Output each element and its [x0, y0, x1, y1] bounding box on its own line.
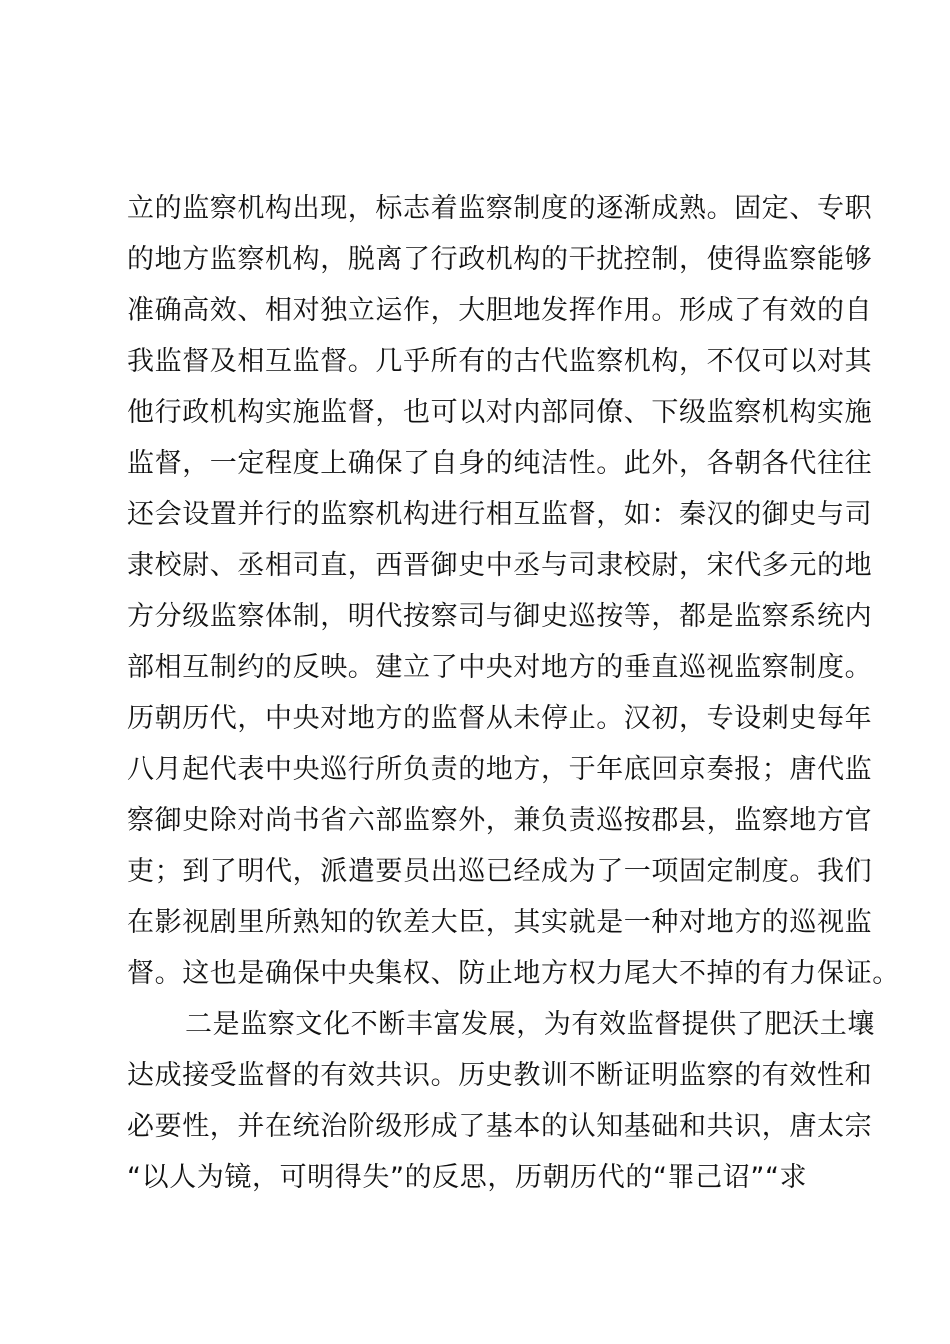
text-line: 必要性，并在统治阶级形成了基本的认知基础和共识，唐太宗	[127, 1111, 873, 1142]
text-line: 历朝历代，中央对地方的监督从未停止。汉初，专设刺史每年	[127, 703, 873, 734]
text-line: 准确高效、相对独立运作，大胆地发挥作用。形成了有效的自	[127, 295, 873, 326]
text-line: “以人为镜，可明得失”的反思，历朝历代的“罪己诏”“求	[127, 1162, 808, 1193]
text-line: 在影视剧里所熟知的钦差大臣，其实就是一种对地方的巡视监	[127, 907, 873, 938]
text-line: 的地方监察机构，脱离了行政机构的干扰控制，使得监察能够	[127, 244, 873, 275]
text-line: 他行政机构实施监督，也可以对内部同僚、下级监察机构实施	[127, 397, 873, 428]
text-line: 部相互制约的反映。建立了中央对地方的垂直巡视监察制度。	[127, 652, 873, 683]
text-line: 监督，一定程度上确保了自身的纯洁性。此外，各朝各代往往	[127, 448, 873, 479]
body-text	[127, 183, 900, 1203]
text-line: 方分级监察体制，明代按察司与御史巡按等，都是监察系统内	[127, 601, 873, 632]
text-line: 达成接受监督的有效共识。历史教训不断证明监察的有效性和	[127, 1060, 873, 1091]
text-line: 督。这也是确保中央集权、防止地方权力尾大不掉的有力保证。	[127, 958, 900, 989]
text-line: 察御史除对尚书省六部监察外，兼负责巡按郡县，监察地方官	[127, 805, 873, 836]
text-line: 立的监察机构出现，标志着监察制度的逐渐成熟。固定、专职	[127, 193, 873, 224]
text-line: 隶校尉、丞相司直，西晋御史中丞与司隶校尉，宋代多元的地	[127, 550, 873, 581]
text-line: 八月起代表中央巡行所负责的地方，于年底回京奏报；唐代监	[127, 754, 873, 785]
text-line: 还会设置并行的监察机构进行相互监督，如：秦汉的御史与司	[127, 499, 873, 530]
text-line: 吏；到了明代，派遣要员出巡已经成为了一项固定制度。我们	[127, 856, 873, 887]
paragraph-first-line: 二是监察文化不断丰富发展，为有效监督提供了肥沃土壤	[185, 1009, 875, 1040]
text-line: 我监督及相互监督。几乎所有的古代监察机构，不仅可以对其	[127, 346, 873, 377]
